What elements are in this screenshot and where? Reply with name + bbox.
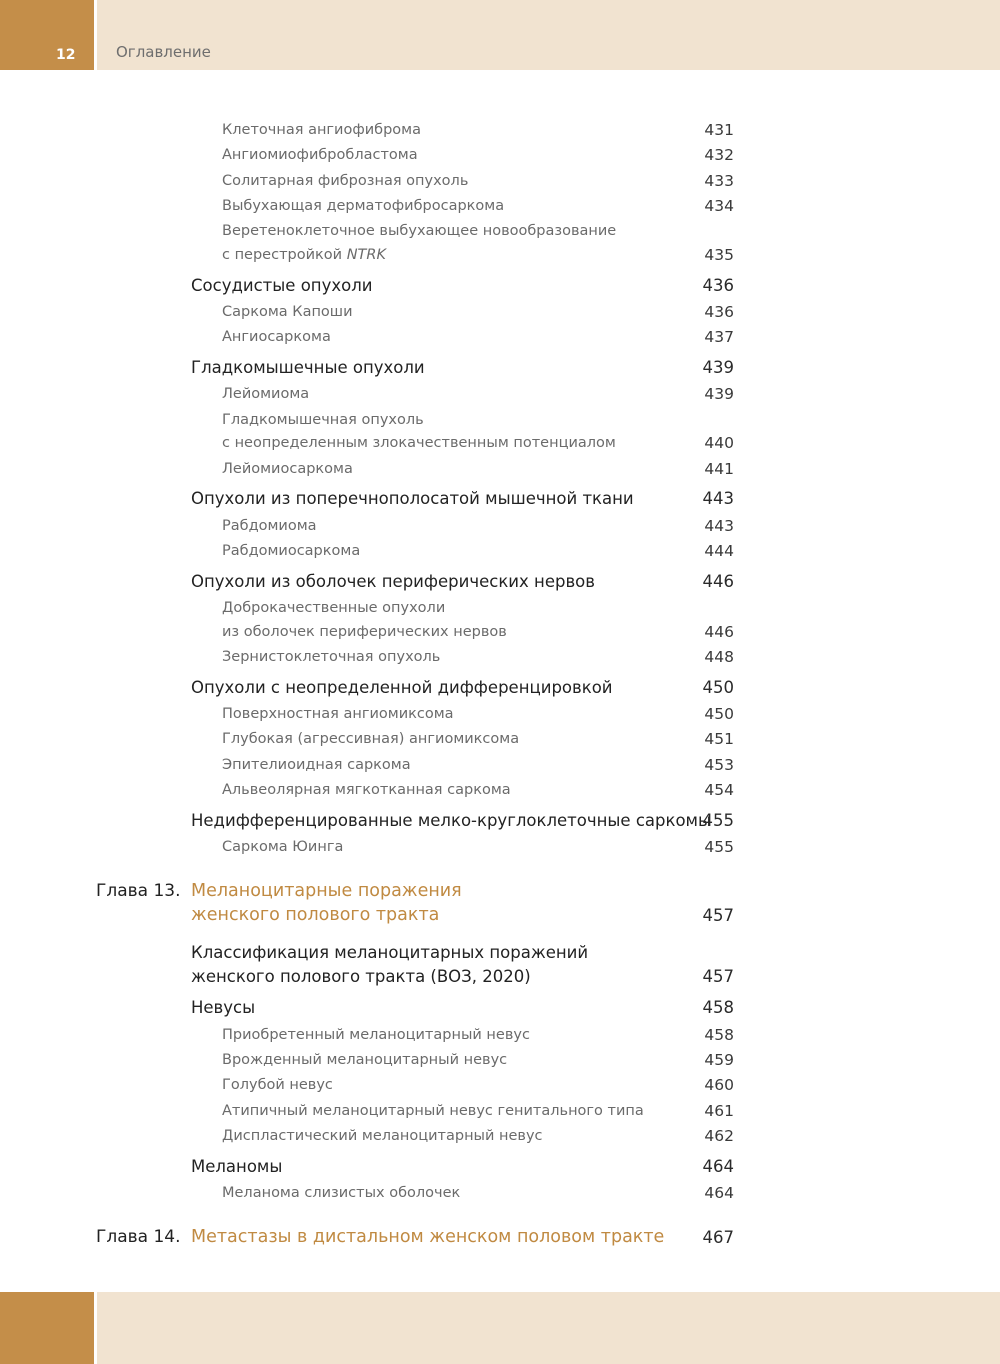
toc-page-number: 458 <box>702 998 734 1017</box>
chapter-label: Глава 14. <box>96 1227 181 1247</box>
toc-page-number: 455 <box>702 811 734 830</box>
toc-page-number: 464 <box>704 1184 734 1202</box>
toc-subentry: Голубой невус <box>222 1077 333 1093</box>
toc-page-number: 443 <box>702 489 734 508</box>
toc-page-number: 460 <box>704 1076 734 1094</box>
toc-page-number: 451 <box>704 730 734 748</box>
toc-page-number: 435 <box>704 246 734 264</box>
toc-subentry: Глубокая (агрессивная) ангиомиксома <box>222 731 520 747</box>
toc-subentry: Эпителиоидная саркома <box>222 757 411 773</box>
toc-subentry: Солитарная фиброзная опухоль <box>222 173 469 189</box>
toc-section: Невусы <box>191 998 256 1017</box>
toc-subentry: Зернистоклеточная опухоль <box>222 649 441 665</box>
toc-subentry: Выбухающая дерматофибросаркома <box>222 198 505 214</box>
toc-subentry: Ангиомиофибробластома <box>222 147 418 163</box>
toc-subentry: Лейомиома <box>222 386 310 402</box>
toc-page-number: 433 <box>704 172 734 190</box>
toc-subentry-line2: из оболочек периферических нервов <box>222 624 507 640</box>
toc-page-number: 439 <box>702 358 734 377</box>
gene-name: NTRK <box>346 247 386 263</box>
toc-page-number: 436 <box>704 303 734 321</box>
toc-subentry: Клеточная ангиофиброма <box>222 122 422 138</box>
toc-subentry: Саркома Юинга <box>222 839 344 855</box>
toc-page-number: 443 <box>704 517 734 535</box>
chapter-title: Метастазы в дистальном женском половом тракте <box>191 1227 665 1247</box>
chapter-title-line2: женского полового тракта <box>191 905 440 925</box>
toc-page-number: 436 <box>702 276 734 295</box>
toc-section: Опухоли из поперечнополосатой мышечной ткани <box>191 489 634 508</box>
toc-page-number: 446 <box>702 572 734 591</box>
toc-page-number: 462 <box>704 1127 734 1145</box>
toc-page-number: 457 <box>702 967 734 986</box>
toc-page-number: 450 <box>704 705 734 723</box>
toc-subentry: Рабдомиома <box>222 518 317 534</box>
toc-page-number: 431 <box>704 121 734 139</box>
footer-divider <box>94 1292 97 1364</box>
toc-section: Меланомы <box>191 1157 283 1176</box>
toc-subentry: Лейомиосаркома <box>222 461 353 477</box>
toc-subentry: Врожденный меланоцитарный невус <box>222 1052 508 1068</box>
toc-subentry: Саркома Капоши <box>222 304 353 320</box>
toc-section: Гладкомышечные опухоли <box>191 358 425 377</box>
toc-page-number: 439 <box>704 385 734 403</box>
toc-page-number: 448 <box>704 648 734 666</box>
toc-subentry: Приобретенный меланоцитарный невус <box>222 1027 530 1043</box>
toc-page-number: 467 <box>702 1228 734 1247</box>
toc-page-number: 459 <box>704 1051 734 1069</box>
toc-page-number: 461 <box>704 1102 734 1120</box>
toc-page-number: 450 <box>702 678 734 697</box>
toc-subentry: Поверхностная ангиомиксома <box>222 706 454 722</box>
toc-subentry: Рабдомиосаркома <box>222 543 361 559</box>
chapter-title: Меланоцитарные поражения <box>191 881 462 901</box>
toc-subentry: Альвеолярная мягкотканная саркома <box>222 782 511 798</box>
toc-subentry: Меланома слизистых оболочек <box>222 1185 461 1201</box>
chapter-label: Глава 13. <box>96 881 181 901</box>
footer-tab <box>0 1292 94 1364</box>
toc-page-number: 446 <box>704 623 734 641</box>
toc-page-number: 441 <box>704 460 734 478</box>
toc-section: Недифференцированные мелко-круглоклеточные саркомы <box>191 811 712 830</box>
toc-subentry: Диспластический меланоцитарный невус <box>222 1128 543 1144</box>
toc-page-number: 437 <box>704 328 734 346</box>
toc-section: Опухоли из оболочек периферических нервов <box>191 572 595 591</box>
toc-subentry: Веретеноклеточное выбухающее новообразование <box>222 223 617 239</box>
toc-page-number: 455 <box>704 838 734 856</box>
toc-subentry: Атипичный меланоцитарный невус генитального типа <box>222 1103 644 1119</box>
toc-subentry: Ангиосаркома <box>222 329 331 345</box>
toc-page-number: 440 <box>704 434 734 452</box>
toc-section: Классификация меланоцитарных поражений <box>191 943 589 962</box>
toc-page-number: 453 <box>704 756 734 774</box>
toc-page-number: 454 <box>704 781 734 799</box>
toc-page-number: 464 <box>702 1157 734 1176</box>
header-divider <box>94 0 97 70</box>
toc-page-number: 434 <box>704 197 734 215</box>
toc-page-number: 457 <box>702 906 734 925</box>
toc-section: Опухоли с неопределенной дифференцировкой <box>191 678 613 697</box>
toc-subentry: Доброкачественные опухоли <box>222 600 446 616</box>
toc-section: Сосудистые опухоли <box>191 276 373 295</box>
toc-page-number: 432 <box>704 146 734 164</box>
toc-subentry-line2: с неопределенным злокачественным потенциалом <box>222 435 616 451</box>
running-title: Оглавление <box>116 43 211 61</box>
page-number: 12 <box>56 47 76 63</box>
toc-section-line2: женского полового тракта (ВОЗ, 2020) <box>191 967 531 986</box>
toc-subentry-line2: с перестройкой NTRK <box>222 247 386 263</box>
toc-page-number: 458 <box>704 1026 734 1044</box>
page-footer <box>0 1292 1000 1364</box>
toc-subentry: Гладкомышечная опухоль <box>222 412 424 428</box>
toc-page-number: 444 <box>704 542 734 560</box>
